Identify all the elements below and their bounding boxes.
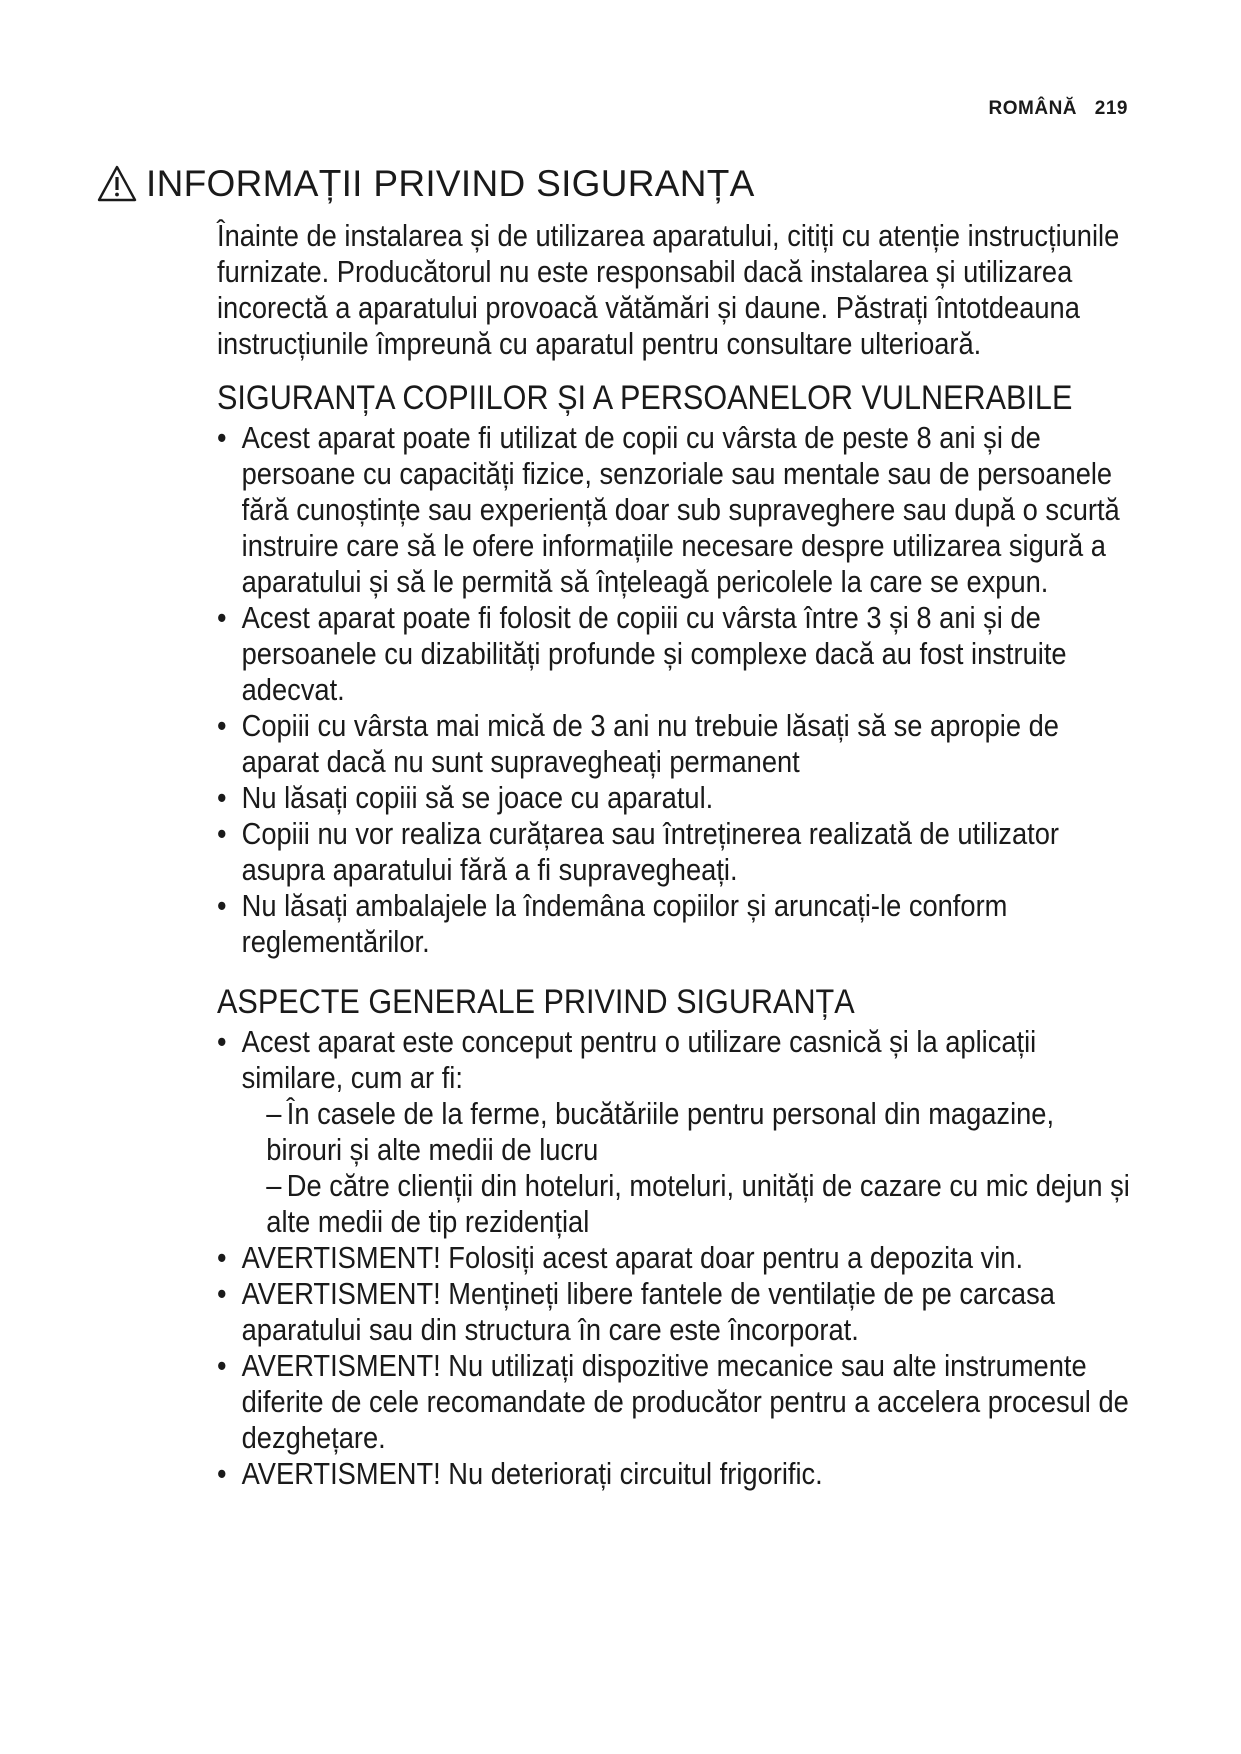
- sub-list-item: – În casele de la ferme, bucătăriile pentru personal din magazine, birouri și alte medii de lucru: [266, 1096, 1055, 1167]
- list-item: • Nu lăsați copiii să se joace cu aparatul.: [217, 780, 714, 815]
- list-item: • AVERTISMENT! Nu deteriorați circuitul frigorific.: [217, 1456, 823, 1491]
- title-row: [96, 163, 755, 205]
- list-item: • Acest aparat poate fi utilizat de copii cu vârsta de peste 8 ani și de persoane cu capacități fizice, senzoriale sau mentale sau de persoanele fără cunoștințe sau experiență doar sub supraveghere sau după o scurtă instruire care să le ofere informațiile necesare despre utilizarea sigură a aparatului și să le permită să înțeleagă pericolele la care se expun.: [217, 420, 1120, 599]
- page-header: [989, 98, 1128, 120]
- general-safety-list: [217, 1024, 1137, 1492]
- page-title: INFORMAȚII PRIVIND SIGURANȚA: [146, 163, 755, 204]
- list-item: • Acest aparat este conceput pentru o utilizare casnică și la aplicații similare, cum ar fi: – În casele de la ferme, bucătăriile pentru personal din magazine, birouri și alte medii de lucru – De către clienții din hoteluri, moteluri, unități de cazare cu mic dejun și alte medii de tip rezidențial: [217, 1024, 1137, 1240]
- child-safety-list: [217, 420, 1137, 960]
- section-heading-general-safety: ASPECTE GENERALE PRIVIND SIGURANȚA: [217, 983, 855, 1021]
- warning-triangle-icon: [96, 163, 138, 205]
- list-item: • AVERTISMENT! Nu utilizați dispozitive mecanice sau alte instrumente diferite de cele recomandate de producător pentru a accelera procesul de dezghețare.: [217, 1348, 1129, 1455]
- page-number: 219: [1094, 98, 1128, 119]
- intro-paragraph: Înainte de instalarea și de utilizarea aparatului, citiți cu atenție instrucțiunile furnizate. Producătorul nu este responsabil dacă instalarea și utilizarea incorectă a aparatului provoacă vătămări și daune. Păstrați întotdeauna instrucțiunile împreună cu aparatul pentru consultare ulterioară.: [217, 218, 1120, 361]
- content: [217, 218, 1137, 1514]
- list-item: • AVERTISMENT! Mențineți libere fantele de ventilație de pe carcasa aparatului sau din structura în care este încorporat.: [217, 1276, 1055, 1347]
- list-item: • Copiii cu vârsta mai mică de 3 ani nu trebuie lăsați să se apropie de aparat dacă nu sunt supravegheați permanent: [217, 708, 1059, 779]
- list-item: • Copiii nu vor realiza curățarea sau întreținerea realizată de utilizator asupra aparatului fără a fi supravegheați.: [217, 816, 1059, 887]
- list-item: • Acest aparat poate fi folosit de copiii cu vârsta între 3 și 8 ani și de persoanele cu dizabilități profunde și complexe dacă au fost instruite adecvat.: [217, 600, 1067, 707]
- list-item: • Nu lăsați ambalajele la îndemâna copiilor și aruncați-le conform reglementărilor.: [217, 888, 1008, 959]
- language-label: ROMÂNĂ: [988, 98, 1078, 119]
- section-heading-child-safety: SIGURANȚA COPIILOR ȘI A PERSOANELOR VULNERABILE: [217, 379, 1073, 417]
- list-item: • AVERTISMENT! Folosiți acest aparat doar pentru a depozita vin.: [217, 1240, 1024, 1275]
- sub-list-item: – De către clienții din hoteluri, moteluri, unități de cazare cu mic dejun și alte medii de tip rezidențial: [266, 1168, 1130, 1239]
